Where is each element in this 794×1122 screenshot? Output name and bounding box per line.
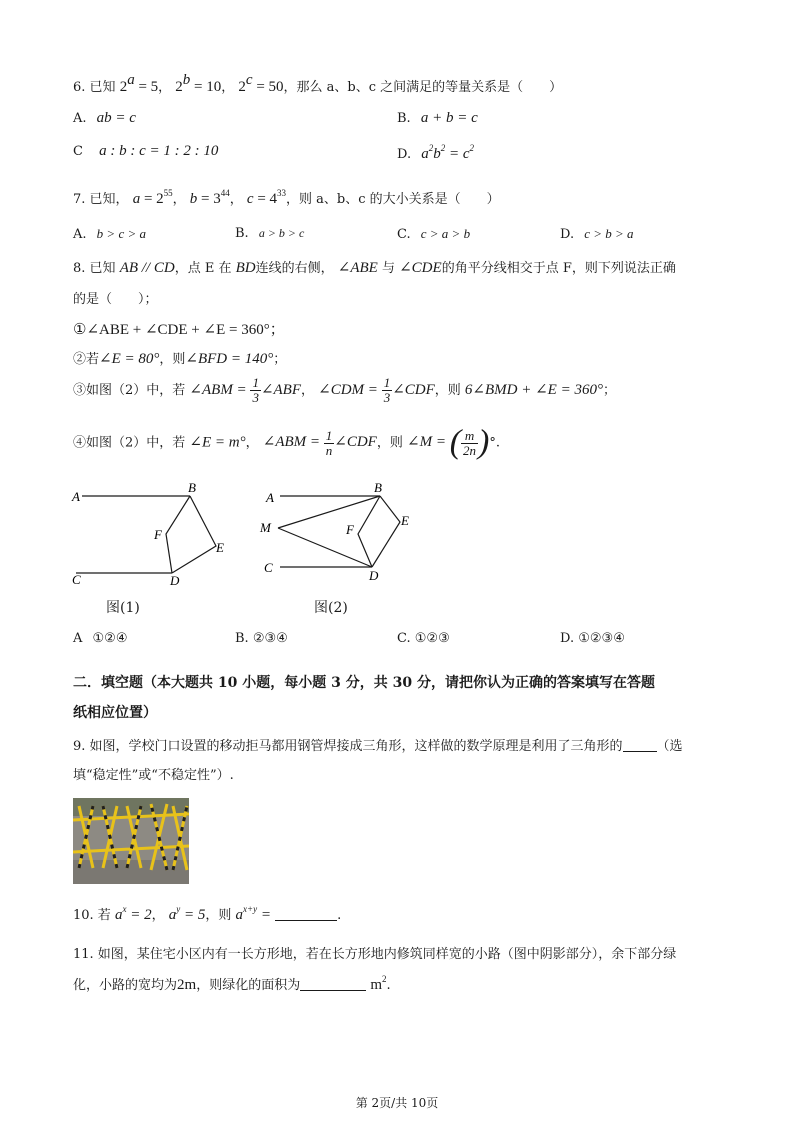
q11-answer-blank[interactable]	[300, 976, 366, 991]
q9-line2: 填“稳定性”或“不稳定性”）.	[73, 768, 234, 783]
q6-option-c[interactable]	[73, 143, 218, 160]
q8-angle-abe: ∠ABE	[337, 260, 378, 276]
statement-text: °.	[489, 435, 500, 451]
q10-stem	[73, 904, 341, 924]
q9-text: （选	[656, 739, 683, 754]
option-label: B.	[235, 226, 249, 241]
q8-s3-math1: ∠ABM = $\frac{1}{3}$ ∠ABF	[189, 375, 301, 405]
figure-1-caption: 图(1)	[106, 600, 140, 616]
q7-option-d[interactable]	[560, 226, 634, 242]
q6-option-a[interactable]	[73, 110, 136, 127]
q11-text: ，则绿化的面积为	[196, 978, 301, 993]
option-label: B.	[397, 111, 411, 126]
option-label: D.	[560, 227, 575, 242]
label-e: E	[401, 513, 409, 528]
option-text: $a^2b^2 = c^2$	[421, 143, 475, 162]
label-f: F	[154, 527, 162, 542]
option-text: a : b : c = 1 : 2 : 10	[99, 143, 219, 159]
q8-angle-cde: ∠CDE	[399, 260, 442, 276]
q10-text: .	[337, 908, 342, 923]
figure-2-caption: 图(2)	[314, 600, 348, 616]
q8-s3-math3: 6∠BMD + ∠E = 360°	[464, 381, 603, 398]
statement-text: ，	[245, 435, 259, 451]
q7-suffix: ，则 a、b、c 的大小关系是（ ）	[286, 192, 500, 207]
q8-option-d[interactable]	[560, 631, 625, 646]
q8-statement-4	[73, 424, 500, 462]
q10-eq2: $a^y = 5$	[168, 904, 206, 923]
q7-option-c[interactable]	[397, 226, 470, 242]
option-label: D.	[560, 631, 575, 646]
q6-eq1: $2^a = 5$	[119, 72, 159, 95]
statement-text: ，	[301, 382, 315, 398]
option-text: ab = c	[96, 110, 136, 126]
option-label: C.	[397, 631, 411, 646]
q10-text: 10. 若	[73, 908, 111, 923]
option-text: c > b > a	[584, 226, 634, 241]
label-a: A	[72, 489, 80, 504]
statement-text: ②若	[73, 352, 100, 367]
statement-text: ④如图（2）中，若	[73, 435, 186, 451]
q7-option-a[interactable]	[73, 226, 146, 242]
option-label: B.	[235, 631, 249, 646]
section-2-heading-line1: 二．填空题（本大题共 10 小题，每小题 3 分，共 30 分，请把你认为正确的答案填写在答题	[73, 675, 655, 691]
option-text: a > b > c	[258, 226, 305, 240]
q7-eq-a: $a = 2^{55}$	[132, 188, 173, 207]
q8-parallel: AB // CD	[119, 260, 175, 276]
label-m: M	[260, 520, 271, 535]
label-b: B	[188, 480, 196, 495]
label-a: A	[266, 490, 274, 505]
option-text: ①②③	[414, 631, 450, 646]
barrier-photo	[73, 798, 189, 884]
statement-text: ；	[273, 352, 287, 367]
q6-option-d[interactable]	[397, 143, 474, 163]
q7-eq-c: $c = 4^{33}$	[246, 188, 287, 207]
option-text: c > a > b	[420, 226, 471, 241]
figure-1	[66, 478, 246, 593]
option-text: b > c > a	[96, 226, 146, 241]
q8-s2-math2: ∠BFD = 140°	[185, 351, 274, 367]
q8-option-c[interactable]	[397, 631, 450, 646]
q7-option-b[interactable]	[235, 226, 304, 241]
q10-eq3: $a^{x+y}$ =	[235, 904, 271, 923]
q8-text: 连线的右侧，	[255, 261, 334, 276]
q8-stem-line1	[73, 257, 676, 277]
q8-statement-1	[73, 318, 285, 339]
q8-s3-math2: ∠CDM = $\frac{1}{3}$ ∠CDF	[318, 375, 435, 405]
polyline-bfd	[166, 496, 190, 573]
figure-2	[256, 478, 426, 588]
statement-text: ③如图（2）中，若	[73, 382, 186, 398]
q9-text: 9. 如图，学校门口设置的移动拒马都用钢管焊接成三角形，这样做的数学原理是利用了三角形的	[73, 739, 623, 754]
page-number: 第 2页/共 10页	[355, 1096, 439, 1110]
q10-eq1: $a^x = 2$	[114, 904, 152, 923]
option-text: ①②④	[92, 631, 128, 646]
q8-stem-line2: 的是（ ）；	[73, 292, 158, 307]
polyline-bfd	[358, 496, 380, 567]
q8-statement-3	[73, 376, 616, 405]
q8-s4-math2: ∠ABM = $\frac{1}{n}$ ∠CDF	[262, 427, 377, 458]
q8-s2-math1: ∠E = 80°	[99, 351, 160, 367]
label-c: C	[264, 560, 273, 575]
q6-option-b[interactable]	[397, 110, 478, 127]
q6-eq3: $2^c = 50$	[238, 72, 284, 95]
section-2-heading-line2: 纸相应位置）	[73, 705, 157, 721]
barrier-photo-image	[73, 798, 189, 884]
option-label: C	[73, 144, 83, 159]
statement-text: ①∠ABE + ∠CDE + ∠E = 360°；	[73, 322, 285, 338]
q6-suffix: ，那么 a、b、c 之间满足的等量关系是（ ）	[283, 80, 563, 95]
q7-eq-b: $b = 3^{44}$	[189, 188, 230, 207]
polyline-bed	[172, 496, 216, 573]
q9-answer-blank[interactable]	[623, 737, 657, 752]
q8-option-a[interactable]	[73, 631, 128, 646]
q8-statement-2	[73, 348, 286, 368]
q11-text: 化，小路的宽均为	[73, 978, 178, 993]
option-label: D.	[397, 147, 412, 162]
label-f: F	[346, 522, 354, 537]
q8-text: 与	[381, 261, 395, 276]
statement-text: ，则	[434, 382, 461, 398]
q8-bd: BD	[235, 260, 256, 276]
option-text: ②③④	[252, 631, 288, 646]
q11-width: 2m	[177, 977, 197, 993]
label-c: C	[72, 572, 81, 587]
polyline-bed	[372, 496, 400, 567]
q10-answer-blank[interactable]	[275, 906, 337, 921]
q8-text: 8. 已知	[73, 261, 116, 276]
label-e: E	[216, 540, 224, 555]
q11-text: .	[386, 978, 391, 993]
q10-text: ，则	[205, 908, 232, 923]
q6-prefix: 6. 已知	[73, 80, 116, 95]
q6-stem: 6. 已知 $2^a = 5$， $2^b = 10$， $2^c = 50$，那么 a、b、c 之间满足的等量关系是（ ）	[73, 72, 563, 95]
option-label: A	[73, 631, 83, 646]
q11-unit: $m^2$	[370, 974, 387, 993]
option-text: ①②③④	[578, 631, 625, 646]
q8-text: 的角平分线相交于点 F，则下列说法正确	[441, 261, 676, 276]
q7-prefix: 7. 已知，	[73, 192, 129, 207]
statement-text: ；	[602, 382, 616, 398]
option-text: a + b = c	[420, 110, 478, 126]
q10-text: ，	[151, 908, 165, 923]
label-b: B	[374, 480, 382, 495]
option-label: C.	[397, 227, 411, 242]
option-label: A.	[73, 111, 87, 126]
q6-eq2: $2^b = 10$	[175, 72, 222, 95]
q8-option-b[interactable]	[235, 631, 288, 646]
statement-text: ，则	[376, 435, 403, 451]
label-d: D	[170, 573, 180, 588]
q11-line1: 11. 如图，某住宅小区内有一长方形地，若在长方形地内修筑同样宽的小路（图中阴影部分），余下部分绿	[73, 947, 677, 962]
statement-text: ，则	[159, 352, 186, 367]
q7-stem: 7. 已知， $a = 2^{55}$， $b = 3^{44}$， $c = 4^{33}$，则 a、b、c 的大小关系是（ ）	[73, 188, 500, 207]
q11-line2	[73, 974, 391, 994]
label-d: D	[369, 568, 379, 583]
q8-s4-math1: ∠E = m°	[189, 434, 246, 451]
q9-line1	[73, 735, 683, 754]
q8-s4-math3: ∠M = ( $\frac{m}{2n}$ )	[407, 424, 490, 461]
option-label: A.	[73, 227, 87, 242]
q8-text: ，点 E 在	[174, 261, 232, 276]
